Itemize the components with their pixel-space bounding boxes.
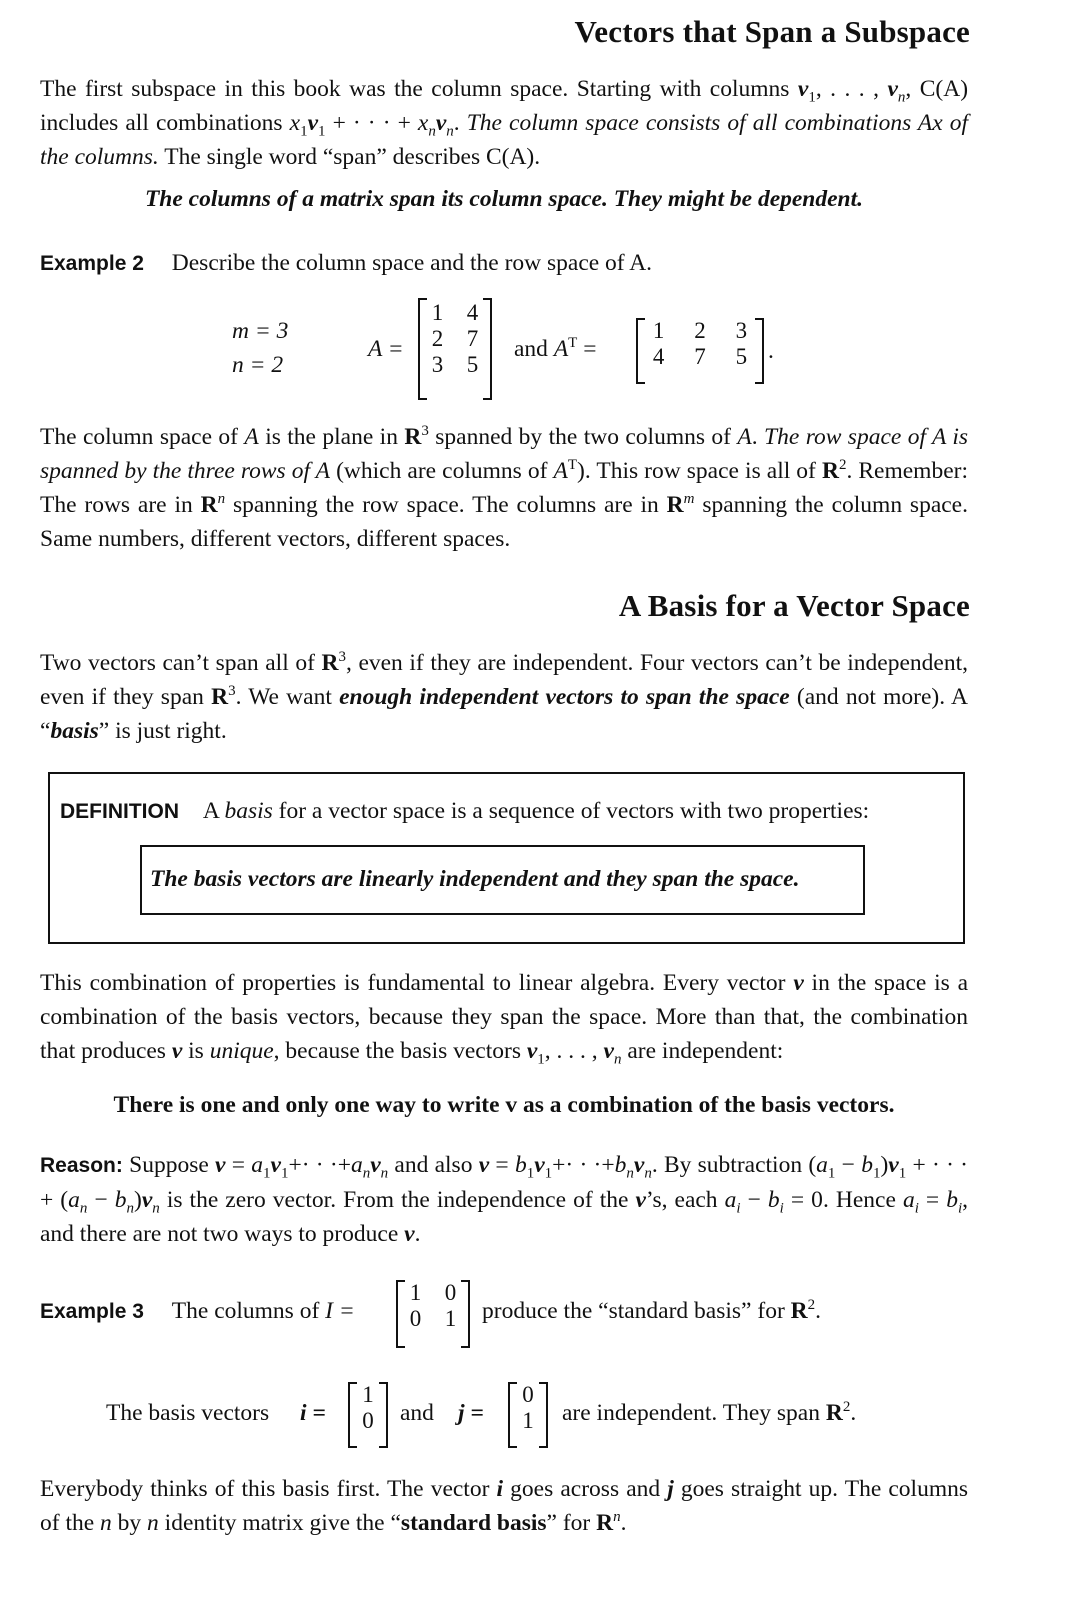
A-label: A = [368,336,404,362]
example-3: Example 3 The columns of I = [40,1298,355,1324]
textbook-page: Vectors that Span a Subspace The first subspace in this book was the column space. Starting with columns $v_1$, . . . , $v_n$, C(A) includes all combinations $x_1v_1$ + · · · + $x_nv_n$. The column space consists of all combinations Ax of the columns. The single word “span” describes C(A). The columns of a matrix span its column space. They might be dependent. Example 2 Describe the column space and the row space of A. m = 3 n = 2 A = 1 4 2 7 3 5 and $A^T$ = 1 2 3 4 7 5 . The column space of A is the plane in $R^3$ spanned by the two columns of A. The row space of A is spanned by the three rows of A (which are columns of $A^T$). This row space is all of $R^2$. Remember: The rows are in $R^n$ spanning the row space. The columns are in $R^m$ spanning the column space. Same numbers, different vectors, different spaces. A Basis for a Vector Space Two vectors can’t span all of $R^3$, even if they are independent. Four vectors can’t be independent, even if they span $R^3$. We want enough independent vectors to span the space (and not more). A “basis” is just right. DEFINITION A basis for a vector space is a sequence of vectors with two properties: The basis vectors are linearly independent and they span the space. This combination of properties is fundamental to linear algebra. Every vector v in the space is a combination of the basis vectors, because they span the space. More than that, the combination that produces v is unique, because the basis vectors $v_1$, . . . , $v_n$ are independent: There is one and only one way to write v as a combination of the basis vectors. Reason: Suppose $v = a_1v_1+\cdot \cdot \cdot+a_nv_n$ and also $v = b_1v_1+\cdot \cdot \cdot+b_nv_n$. By subtraction $(a_1 - b_1)v_1$ + · · · + $(a_n - b_n)v_n$ is the zero vector. From the independence of the v’s, each $a_i - b_i = 0$. Hence $a_i = b_i$, and there are not two ways to produce v. Example 3 The columns of I = 1 0 0 1 produce the “standard basis” for $R^2$. The basis vectors i = 1 0 and j = 0 1 are independent. They span $R^2$. Everybody thinks of this basis first. The vector i goes across and j goes straight up. The columns of the n by n identity matrix give the “standard basis” for $R^n$. [0,0,1068,1615]
vector-j: 0 1 [508,1382,548,1448]
i-label: i = [300,1400,326,1426]
paragraph-standard-basis: Everybody thinks of this basis first. The vector i goes across and j goes straight up. The columns of the n by n identity matrix give the “standard basis” for $R^n$. [40,1476,968,1536]
j-label: j = [458,1400,484,1426]
paragraph-row-space: The column space of A is the plane in $R^3$ spanned by the two columns of A. The row space of A is spanned by the three rows of A (which are columns of $A^T$). This row space is all of $R^2$. Remember: The rows are in $R^n$ spanning the row space. The columns are in $R^m$ spanning the column space. Same numbers, different vectors, different spaces. [40,423,968,552]
matrix-A-transpose: 1 2 3 4 7 5 [636,318,764,384]
paragraph-uniqueness: This combination of properties is fundamental to linear algebra. Every vector v in the space is a combination of the basis vectors, because they span the space. More than that, the combination that produces v is unique, because the basis vectors $v_1$, . . . , $v_n$ are independent: [40,970,969,1068]
standard-basis-text: produce the “standard basis” for $R^2$. [482,1297,822,1324]
example-2: Example 2 Describe the column space and the row space of A. [40,250,653,276]
section-title-span: Vectors that Span a Subspace [574,14,970,49]
paragraph-basis-intro: Two vectors can’t span all of $R^3$, even if they are independent. Four vectors can’t be independent, even if they span $R^3$. We want enough independent vectors to span the space (and not more). A “basis” is just right. [40,649,968,744]
and-text: and [400,1400,434,1426]
statement-columns-span: The columns of a matrix span its column space. They might be dependent. [144,186,864,212]
paragraph-reason: Reason: Suppose $v = a_1v_1+\cdot \cdot \cdot+a_nv_n$ and also $v = b_1v_1+\cdot \cdot \cdot+b_nv_n$. By subtraction $(a_1 - b_1)v_1$ + · · · + $(a_n - b_n)v_n$ is the zero vector. From the independence of the v’s, each $a_i - b_i = 0$. Hence $a_i = b_i$, and there are not two ways to produce v. [40,1152,969,1247]
definition-boxed-statement: The basis vectors are linearly independent and they span the space. [150,866,800,892]
paragraph-column-space: The first subspace in this book was the column space. Starting with columns $v_1$, . . . , $v_n$, C(A) includes all combinations $x_1v_1$ + · · · + $x_nv_n$. The column space consists of all combinations Ax of the columns. The single word “span” describes C(A). [40,76,969,170]
n-equation: n = 2 [232,352,284,378]
section-title-basis: A Basis for a Vector Space [618,588,970,623]
independent-text: are independent. They span $R^2$. [562,1399,857,1426]
definition-text: DEFINITION A basis for a vector space is a sequence of vectors with two properties: [60,798,870,824]
A-transpose-label: and $A^T$ = [514,335,597,362]
basis-vectors-label: The basis vectors [106,1400,270,1426]
identity-matrix: 1 0 0 1 [396,1280,470,1348]
vector-i: 1 0 [348,1382,388,1448]
m-equation: m = 3 [232,318,289,344]
matrix-A: 1 4 2 7 3 5 [418,298,492,400]
statement-unique-combination: There is one and only one way to write v as a combination of the basis vectors. [113,1092,895,1118]
